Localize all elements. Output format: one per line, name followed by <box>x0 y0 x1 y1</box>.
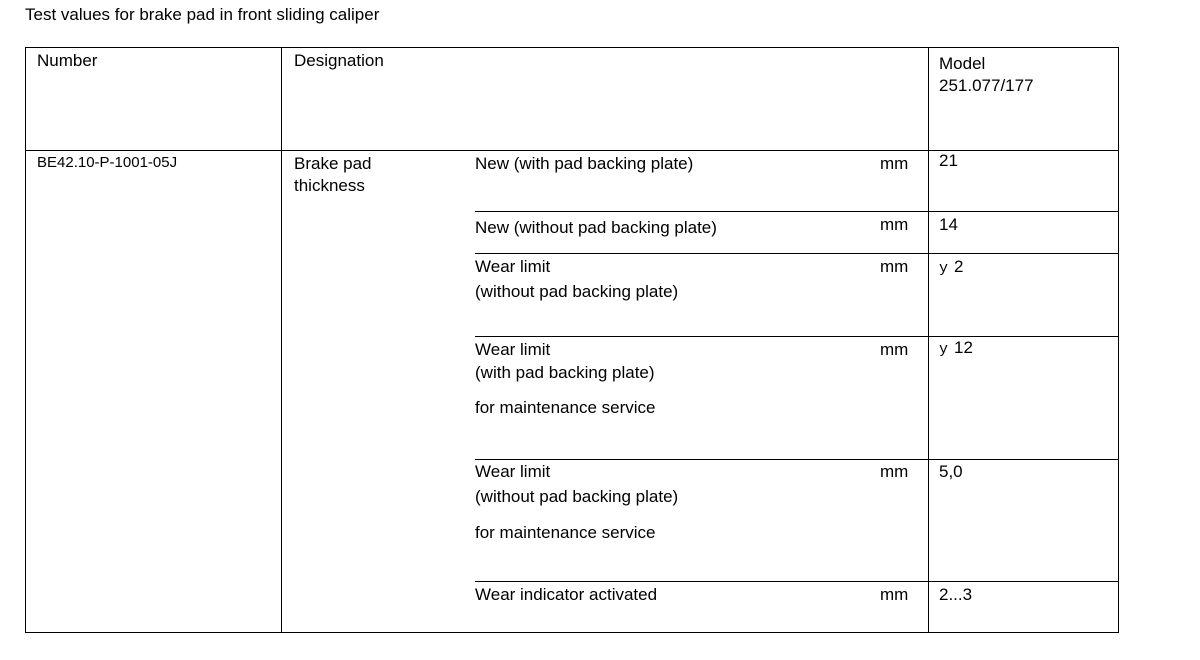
entry-value: 14 <box>939 215 958 234</box>
entry-unit: mm <box>880 154 909 173</box>
document-number: BE42.10-P-1001-05J <box>37 154 178 171</box>
header-model-number: 251.077/177 <box>939 76 1034 95</box>
entry-label: Wear limit <box>475 340 551 359</box>
entry-value: 5,0 <box>939 462 963 481</box>
designation-label: Brake pad <box>294 154 372 173</box>
header-designation: Designation <box>294 51 384 70</box>
row-divider <box>475 581 1119 582</box>
entry-note: for maintenance service <box>475 398 656 417</box>
entry-unit: mm <box>880 215 909 234</box>
entry-value: 12 <box>954 338 973 357</box>
column-divider <box>928 47 929 633</box>
header-number: Number <box>37 51 98 70</box>
entry-label: Wear limit <box>475 462 551 481</box>
row-divider <box>475 253 1119 254</box>
entry-unit: mm <box>880 257 909 276</box>
entry-note: for maintenance service <box>475 523 656 542</box>
entry-label: Wear limit <box>475 257 551 276</box>
entry-value: 2 <box>954 257 964 276</box>
entry-sublabel: (without pad backing plate) <box>475 282 679 301</box>
entry-value-cell <box>939 337 973 361</box>
row-divider <box>475 459 1119 460</box>
entry-label: New (without pad backing plate) <box>475 218 717 237</box>
entry-value: 21 <box>939 151 958 170</box>
symbol-y: y <box>939 341 949 358</box>
entry-sublabel: (with pad backing plate) <box>475 363 655 382</box>
entry-value-cell <box>939 256 963 280</box>
entry-value: 2...3 <box>939 585 973 604</box>
page-title: Test values for brake pad in front sliding caliper <box>25 5 380 24</box>
symbol-y: y <box>939 260 949 277</box>
column-divider <box>281 47 282 633</box>
entry-unit: mm <box>880 585 909 604</box>
entry-sublabel: (without pad backing plate) <box>475 487 679 506</box>
entry-unit: mm <box>880 340 909 359</box>
header-model: Model <box>939 54 986 73</box>
entry-label: Wear indicator activated <box>475 585 658 604</box>
row-divider <box>475 211 1119 212</box>
row-divider <box>475 336 1119 337</box>
designation-label: thickness <box>294 176 365 195</box>
entry-label: New (with pad backing plate) <box>475 154 694 173</box>
entry-unit: mm <box>880 462 909 481</box>
